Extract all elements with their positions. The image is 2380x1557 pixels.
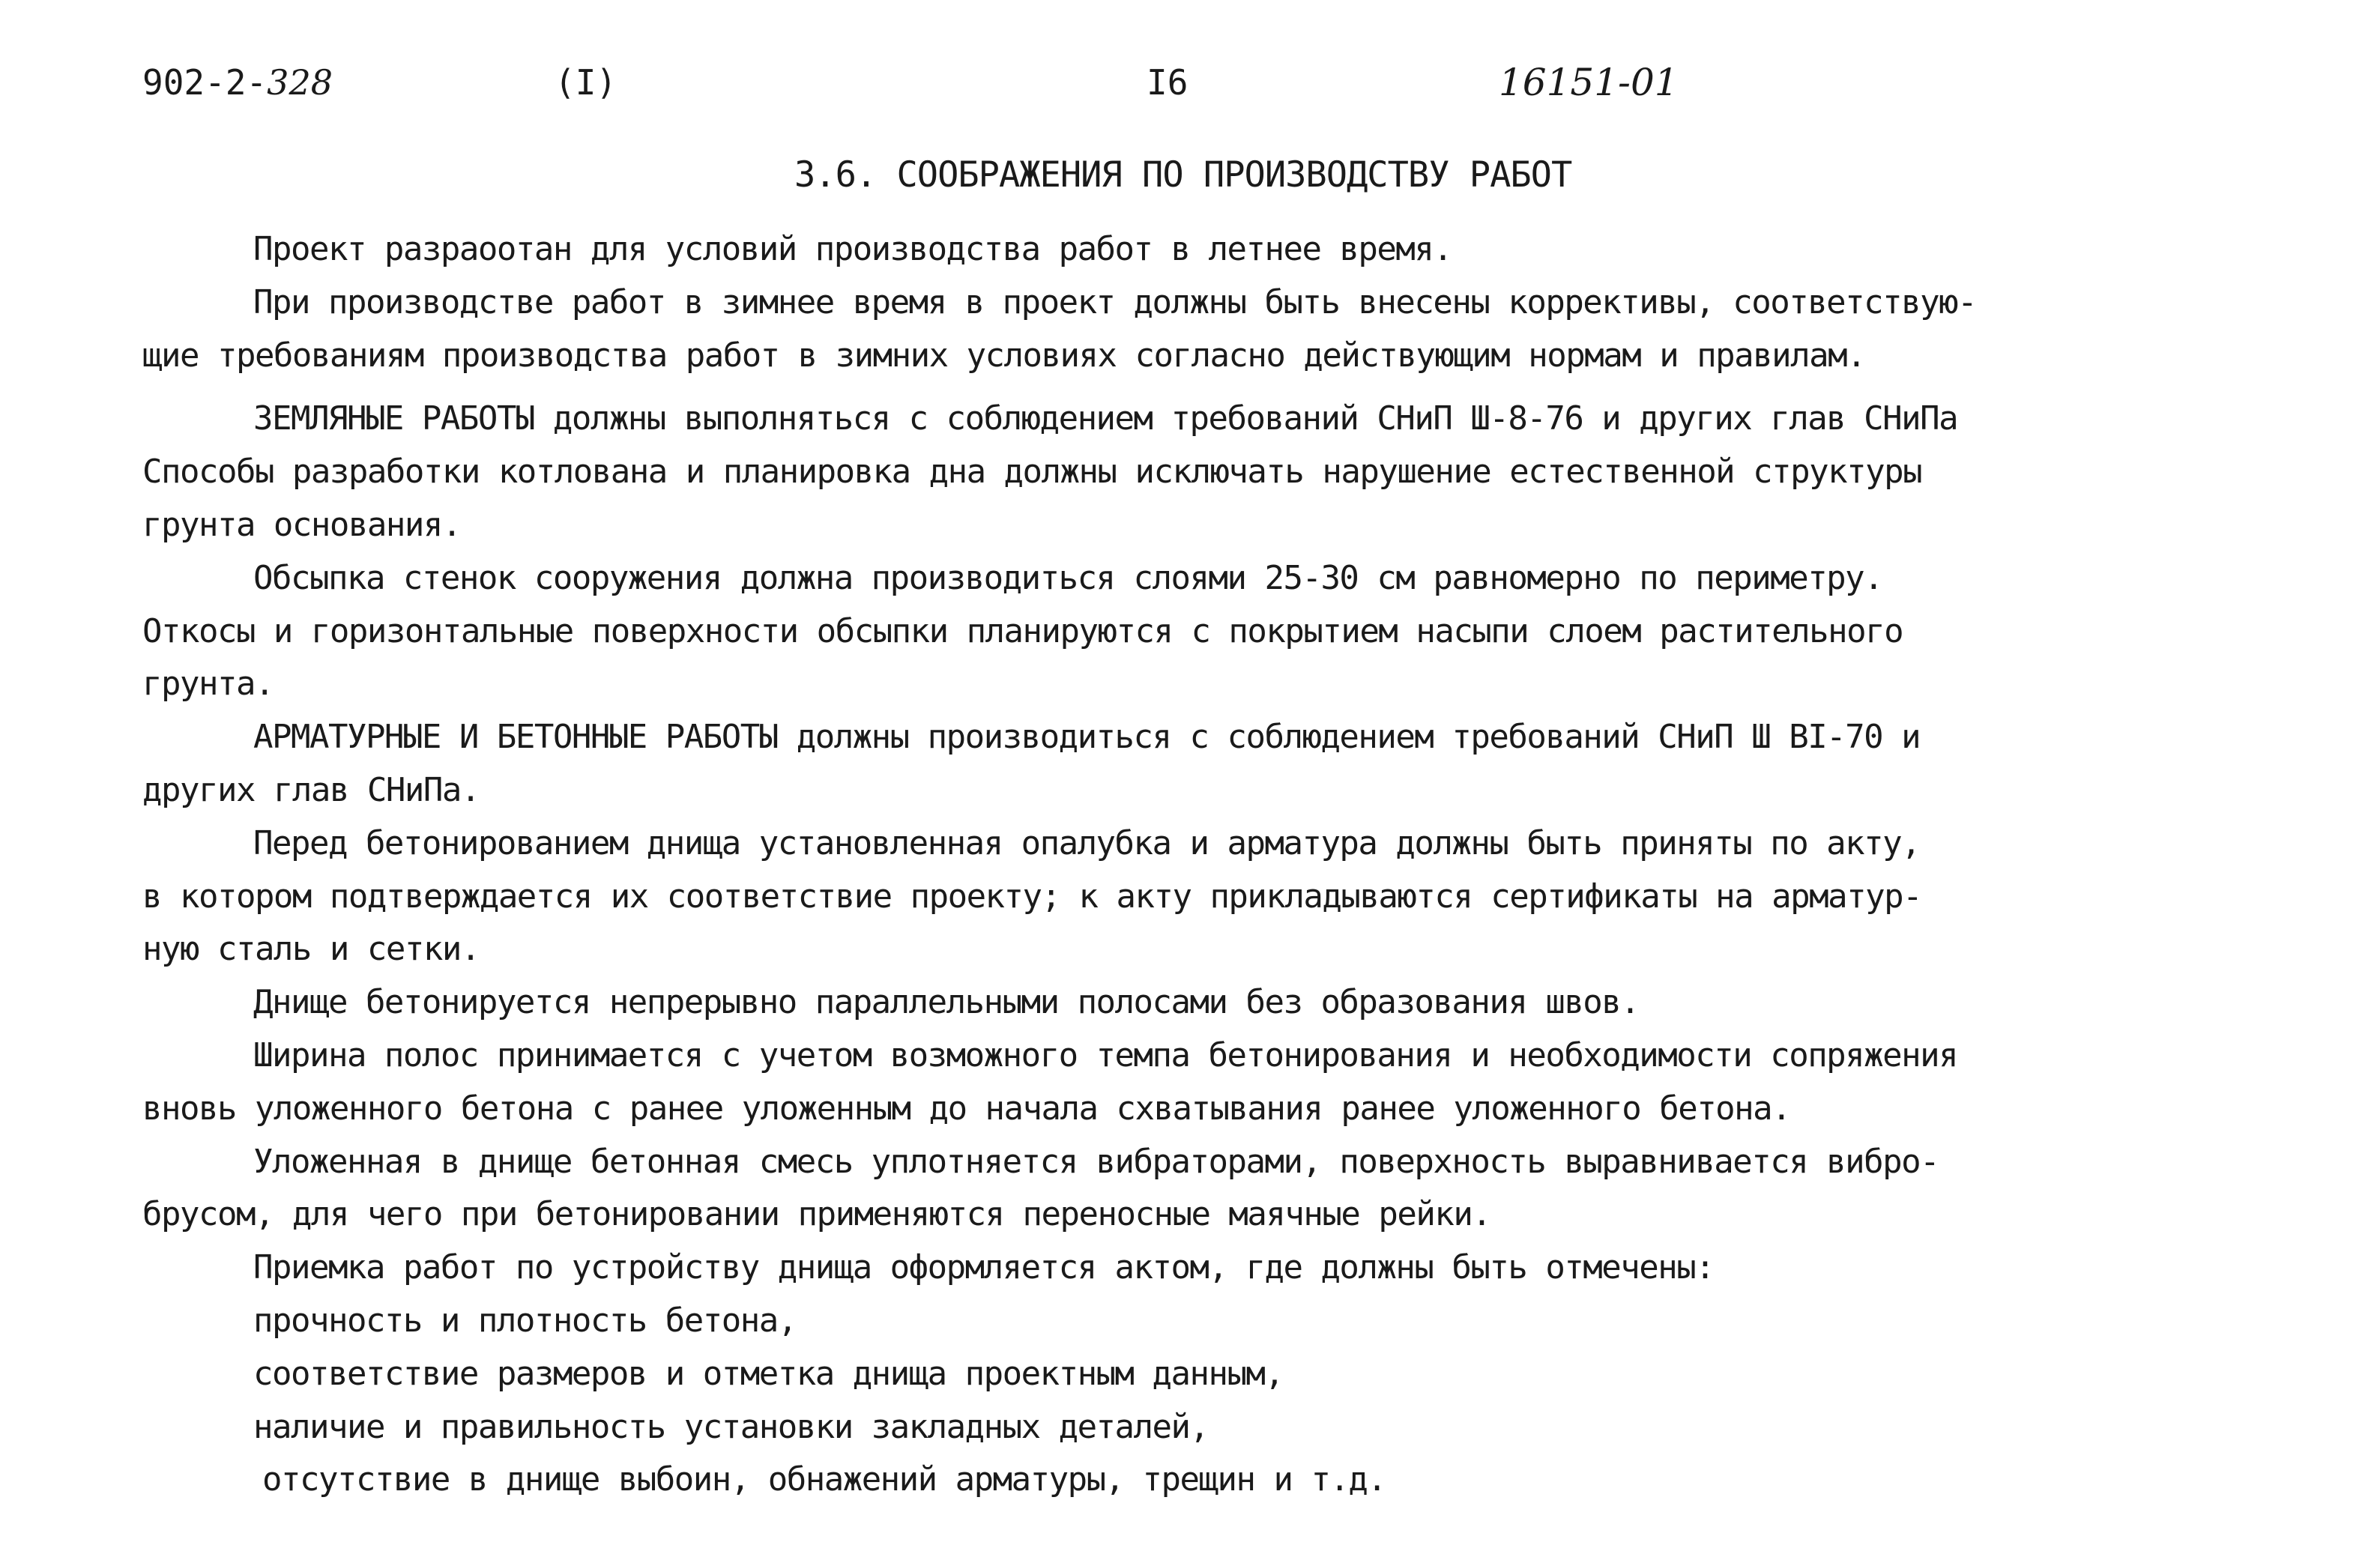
project-code-prefix: 902-2- xyxy=(142,62,268,103)
text-line: щие требованиям производства работ в зимних условиях согласно действующим нормам и правилам. xyxy=(142,336,1866,375)
text-line: вновь уложенного бетона с ранее уложенным до начала схватывания ранее уложенного бетона. xyxy=(142,1089,1791,1128)
text-line: Днище бетонируется непрерывно параллельными полосами без образования швов. xyxy=(253,983,1640,1022)
project-code xyxy=(142,61,333,103)
text-line: Откосы и горизонтальные поверхности обсыпки планируются с покрытием насыпи слоем растительного xyxy=(142,611,1903,650)
text-line: брусом, для чего при бетонировании применяются переносные маячные рейки. xyxy=(142,1195,1491,1234)
text-line: Проект разраоотан для условий производства работ в летнее время. xyxy=(253,230,1452,268)
text-line: прочность и плотность бетона, xyxy=(253,1301,797,1340)
sheet-number: 16151-01 xyxy=(1499,61,1679,104)
text-line: ЗЕМЛЯНЫЕ РАБОТЫ должны выполняться с соблюдением требований СНиП Ш-8-76 и других глав СНиПа xyxy=(253,399,1958,438)
page-number: I6 xyxy=(1147,62,1189,103)
text-line: АРМАТУРНЫЕ И БЕТОННЫЕ РАБОТЫ должны производиться с соблюдением требований СНиП Ш ВI-70 и xyxy=(253,718,1921,757)
body-text xyxy=(142,223,2256,1507)
text-line: Уложенная в днище бетонная смесь уплотняется вибраторами, поверхность выравнивается вибро- xyxy=(253,1142,1939,1181)
text-line: ную сталь и сетки. xyxy=(142,930,480,969)
text-line: других глав СНиПа. xyxy=(142,770,480,809)
text-line: При производстве работ в зимнее время в проект должны быть внесены коррективы, соответствую- xyxy=(253,282,1977,321)
text-line: грунта. xyxy=(142,665,274,704)
text-line: Ширина полос принимается с учетом возможного темпа бетонирования и необходимости сопряжения xyxy=(253,1036,1958,1074)
section-title: 3.6. СООБРАЖЕНИЯ ПО ПРОИЗВОДСТВУ РАБОТ xyxy=(794,154,1572,196)
project-code-number: 328 xyxy=(267,62,333,103)
text-line: Приемка работ по устройству днища оформляется актом, где должны быть отмечены: xyxy=(253,1248,1715,1287)
text-line: соответствие размеров и отметка днища проектным данным, xyxy=(253,1354,1284,1393)
text-line: грунта основания. xyxy=(142,505,461,544)
part-number: (I) xyxy=(555,62,617,103)
text-line: наличие и правильность установки закладных деталей, xyxy=(253,1407,1209,1446)
text-line: отсутствие в днище выбоин, обнажений арматуры, трещин и т.д. xyxy=(262,1460,1386,1499)
text-line: Способы разработки котлована и планировка дна должны исключать нарушение естественной структуры xyxy=(142,453,1922,492)
text-line: Обсыпка стенок сооружения должна производиться слоями 25-30 см равномерно по периметру. xyxy=(253,558,1883,597)
text-line: Перед бетонированием днища установленная опалубка и арматура должны быть приняты по акту, xyxy=(253,823,1921,862)
text-line: в котором подтверждается их соответствие проекту; к акту прикладываются сертификаты на арматур- xyxy=(142,877,1922,916)
